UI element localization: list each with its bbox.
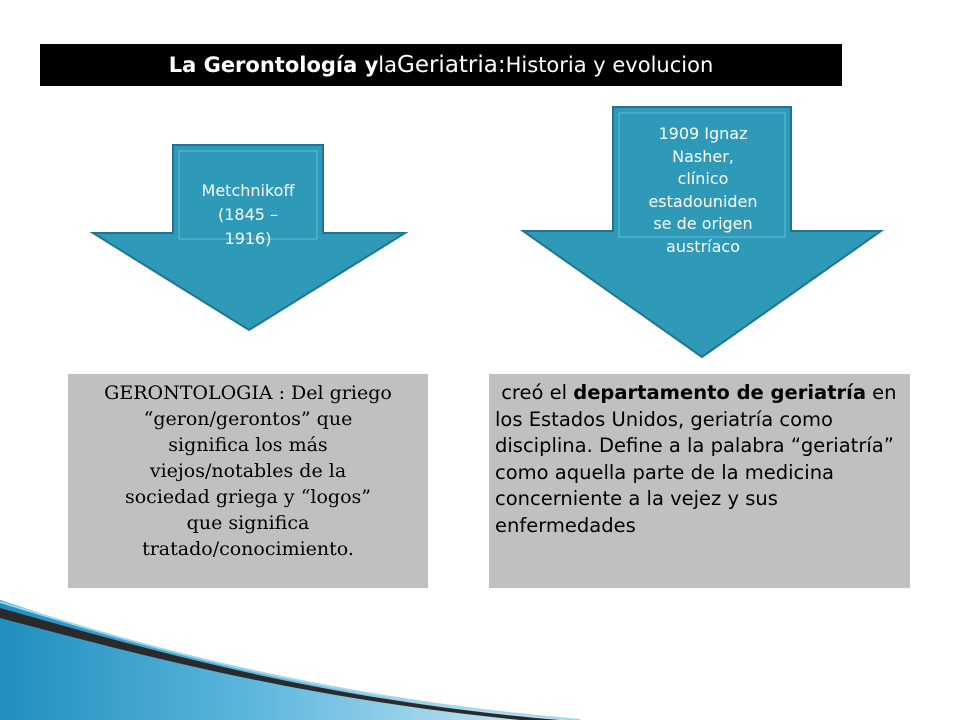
arrow-right-line3: clínico — [677, 169, 729, 188]
title-part-historia: Historia y evolucion — [505, 53, 714, 77]
geriatria-text-2: como aquella parte de la medicina concerniente a la vejez y sus enfermedades — [495, 460, 835, 537]
arrow-right-line6: austríaco — [666, 236, 740, 256]
title-part-la: la — [378, 53, 397, 77]
arrow-nasher — [523, 107, 881, 357]
arrow-right-text — [615, 123, 791, 258]
gerontologia-line3: significa los más — [168, 434, 328, 456]
gerontologia-line1: GERONTOLOGIA : Del griego — [104, 382, 392, 404]
geriatria-department: departamento de geriatría — [573, 381, 866, 404]
gerontologia-line2: “geron/gerontos” que — [143, 408, 353, 430]
gerontologia-line7: tratado/conocimiento. — [142, 538, 354, 560]
arrow-right-line1: 1909 Ignaz — [658, 124, 748, 143]
gerontologia-line5: sociedad griega y “logos” — [124, 486, 371, 508]
arrow-right-line2: Nasher, — [672, 146, 734, 166]
title-part-gerontologia: La Gerontología y — [168, 53, 379, 77]
gerontologia-line6: que significa — [186, 512, 310, 534]
gerontologia-definition-box — [68, 374, 428, 588]
arrow-left-text — [173, 179, 323, 251]
arrow-metchnikoff — [93, 145, 405, 330]
title-part-geriatria: Geriatria: — [397, 52, 506, 78]
geriatria-intro: creó el — [495, 381, 574, 404]
arrow-right-line5: se de origen — [653, 214, 753, 233]
geriatria-definition-box — [489, 374, 910, 588]
arrow-left-line2: (1845 – — [217, 205, 279, 224]
arrow-right-line4: estadouniden — [648, 191, 758, 211]
geriatria-text-1: en los Estados Unidos, geriatría como disciplina. Define a la palabra “geriatría” — [495, 381, 897, 457]
decorative-swoosh — [0, 600, 960, 720]
gerontologia-line4: viejos/notables de la — [149, 460, 347, 482]
arrow-left-line3: 1916) — [224, 229, 272, 248]
arrow-left-line1: Metchnikoff — [201, 181, 295, 200]
slide-title — [40, 44, 842, 86]
